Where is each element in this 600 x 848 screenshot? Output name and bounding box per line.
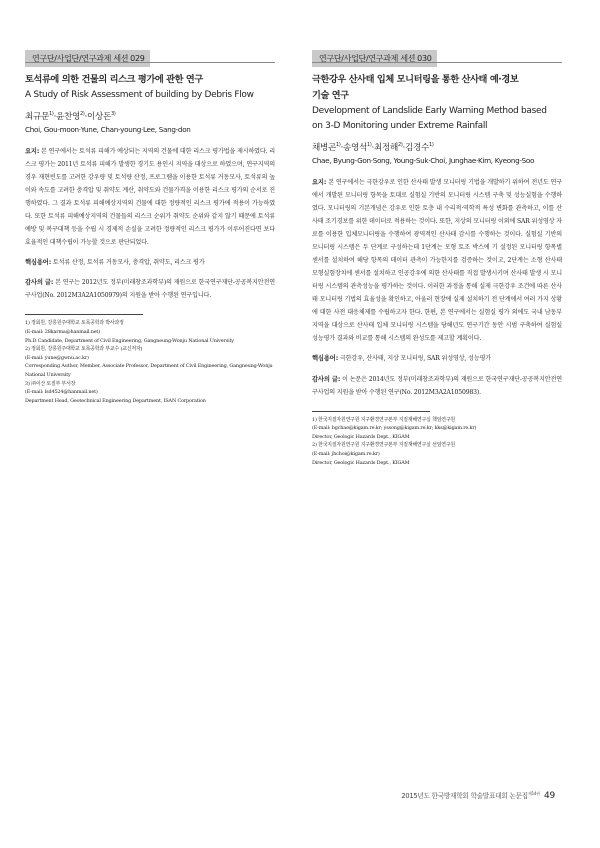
footnote-line: (E-mail: 28karma@hanmail.net) (25, 328, 101, 335)
title-english: Development of Landslide Early Warning Method based on 3-D Monitoring under Extreme Rainfall (312, 106, 547, 131)
article-body (25, 145, 275, 303)
title-english: A Study of Risk Assessment of building by Debris Flow (25, 90, 254, 100)
footnote-rule (312, 411, 430, 412)
footnote-line: 2) 정회원, 강릉원주대학교 토목공학과 부교수 (교신저자) (25, 346, 143, 353)
footnote-line: 2) 한국지질자원연구원 지구환경연구본부 지질재해연구실 선임연구원 (312, 442, 455, 449)
footer-text: 2015년도 한국방재학회 학술발표대회 논문집 (401, 792, 528, 800)
footer-volume: 제14권 (527, 790, 540, 796)
authors-english: Chae, Byung-Gon·Song, Young-Suk·Choi, Junghae·Kim, Kyeong-Soo (312, 155, 535, 165)
footnote-line: 1) 정회원, 강릉원주대학교 토목공학과 박사과정 (25, 320, 124, 327)
footnote-line: Director, Geologic Hazards Dept., KIGAM (312, 459, 410, 466)
abstract: 요지: 본 연구에서는 토석류 피해가 예상되는 지역의 건물에 대한 리스크 평가법을 제시하였다. 리스크 평가는 2011년 토석류 피해가 발생한 경기도 용인시 지역을 대상으로 하였으며, 연구지역의 경우 재현빈도를 고려한 강우량 및 토석량 산정, 프로그램을 이용한 토석류 거동모사, 토석류의 높이와 속도를 고려한 충격압 및 취약도 계산, 취약도와 건물가격을 이용한 리스크 평가의 순서로 진행하였다. 그 결과 토석류 피해예상지역의 건물에 대한 정량적인 리스크 평가에 적용이 가능하였다. 또한 토석류 피해예상지역의 건물들의 리스크 순위가 취약도 순위와 같지 않기 때문에 토석류 예방 및 복구대책 등을 수립 시 경제적 손실을 고려한 정량적인 리스크 평가가 이루어진다면 보다 효율적인 대책수립이 가능할 것으로 판단되었다. (25, 147, 275, 247)
article-number: 029 (130, 54, 145, 63)
footnote-line: 1) 한국지질자원연구원 지구환경연구본부 지질재해연구실 책임연구원 (312, 416, 455, 423)
footnote-line: Director, Geologic Hazards Dept., KIGAM (312, 433, 410, 440)
page-footer (401, 790, 555, 801)
session-tag-bar (312, 46, 562, 63)
article-029 (25, 46, 275, 405)
tag-rule (25, 62, 275, 63)
footnote-rule (25, 314, 143, 315)
article-body (312, 176, 562, 399)
footnote-line: Corresponding Author, Member, Associate Professor, Department of Civil Engineering, Gangneung-Wonju National University (25, 363, 273, 378)
session-tag-bar (25, 46, 275, 63)
session-tag: 연구단/사업단/연구과제 세션 029 (25, 50, 150, 67)
footnote-line: Ph.D Candidate, Department of Civil Engineering, Gangneung-Wonju National University (25, 337, 234, 344)
article-030 (312, 46, 562, 467)
footnote-line: 3) ㈜이산 토질부 부서장 (25, 380, 76, 387)
footnote-line: (E-mail: jhchoi@kigam.re.kr) (312, 450, 380, 457)
tag-rule (312, 62, 562, 63)
keywords: 핵심용어: 극한강우, 산사태, 지상 모니터링, SAR 위성영상, 성능평가 (312, 355, 491, 363)
authors-english: Choi, Gou-moon·Yune, Chan-young·Lee, Sang-don (25, 124, 191, 134)
footnote-line: Department Head, Geotechnical Engineering Department, ISAN Corporation (25, 397, 206, 404)
title-korean: 극한강우 산사태 입체 모니터링을 통한 산사태 예·경보 기술 연구 (312, 74, 519, 101)
session-tag: 연구단/사업단/연구과제 세션 030 (312, 50, 437, 67)
title-korean: 토석류에 의한 건물의 리스크 평가에 관한 연구 (25, 74, 203, 85)
acknowledgement: 감사의 글: 본 연구는 2012년도 정부(미래창조과학부)의 재원으로 한국연구재단-공공복지안전연구사업(No. 2012M3A2A1050979)의 지원을 받아 수행된 연구입니다. (25, 279, 275, 300)
footnotes (25, 319, 275, 405)
article-number: 030 (417, 54, 432, 63)
abstract: 요지: 본 연구에서는 극한강우로 인한 산사태 발생 모니터링 기법을 개발하기 위하여 전년도 연구에서 개발된 모니터링 항목을 토대로 실험실 기반의 모니터링 시스템 구축 및 성능실험을 수행하였다. 모니터링의 기본개념은 강우로 인한 토층 내 수리적·역학적 특성 변화를 관측하고, 이를 산사태 조기경보를 위한 데이터로 적용하는 것이다. 또한, 지상의 모니터링 이외에 SAR 위성영상 자료를 이용한 입체모니터링을 수행하여 광역적인 산사태 감시를 수행하는 것이다. 실험실 기반의 모니터링 시스템은 두 단계로 구성하는데 1단계는 모형 토조 박스에 기 설정된 모니터링 항목별 센서를 설치하여 해당 항목의 데이터 관측이 가능한지를 검증하는 것이고, 2단계는 소형 산사태 모형실험장치에 센서를 설치하고 인공강우에 의한 산사태를 직접 발생시키며 산사태 발생 시 모니터링 시스템의 관측성능을 평가하는 것이다. 이러한 과정을 통해 실제 극한강우 조건에 따른 산사태 모니터링 기법의 효율성을 확인하고, 아울러 현장에 실제 설치하기 전 단계에서 여러 가지 상황에 대한 사전 대응체제를 수립하고자 한다. 한편, 본 연구에서는 실험실 평가 외에도 국내 남동부 지역을 대상으로 산사태 입체 모니터링 시스템을 당해년도 연구기간 동안 시범 구축하여 실험실 성능평가 결과와 비교를 통해 시스템의 완성도를 제고할 계획이다. (312, 178, 562, 343)
acknowledgement: 감사의 글: 이 논문은 2014년도 정부(미래창조과학부)의 재원으로 한국연구재단-공공복지안전연구사업의 지원을 받아 수행된 연구(No. 2012M3A2A1050983). (312, 375, 562, 396)
authors-korean: 최규문$^{1)}$·윤찬영$^{2)}$·이상돈$^{3)}$ (25, 111, 116, 122)
footnotes (312, 416, 562, 468)
footnote-line: (E-mail: lsd4524@hanmail.net) (25, 389, 98, 396)
keywords: 핵심용어: 토석류 산정, 토석류 거동모사, 충격압, 취약도, 리스크 평가 (25, 259, 205, 267)
footnote-line: (E-mail: bgchae@kigam.re.kr; yssong@kigam.re.kr; kks@kigam.re.kr) (312, 425, 477, 432)
page-number: 49 (543, 791, 555, 801)
authors-korean: 채병곤$^{1)}$·송영석$^{1)}$·최정해$^{2)}$·김경수$^{1)}$ (312, 142, 434, 153)
footnote-line: (E-mail: yune@gwnu.ac.kr) (25, 354, 89, 361)
